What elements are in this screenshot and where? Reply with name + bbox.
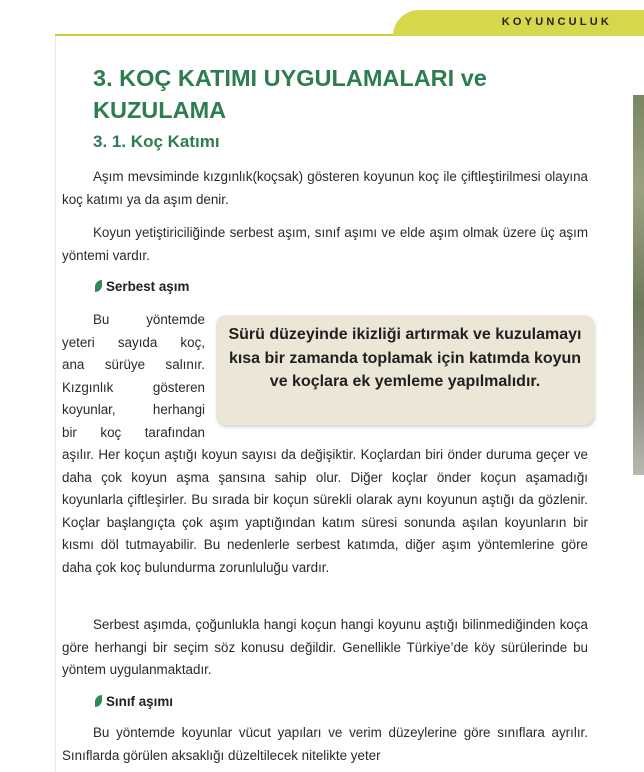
facing-page-photo-edge — [633, 95, 644, 475]
paragraph-2: Koyun yetiştiriciliğinde serbest aşım, sınıf aşımı ve elde aşım olmak üzere üç aşım yöntemi vardır. — [62, 225, 588, 263]
leaf-bullet-icon — [95, 695, 102, 707]
paragraph-4: Serbest aşımda, çoğunlukla hangi koçun hangi koyunu aştığı bilinmediğinden koça göre herhangi bir seçim söz konusu değildir. Genellikle Türkiye’de köy sürülerinde bu yöntem uygulanmaktadır. — [62, 617, 588, 677]
paragraph-3-narrow — [62, 309, 205, 444]
paragraph-5: Bu yöntemde koyunlar vücut yapıları ve verim düzeylerine göre sınıflara ayrılır. Sınıflarda görülen aksaklığı düzeltilecek nitelikte yeter — [62, 725, 588, 763]
info-callout-box — [216, 315, 594, 425]
header-tab — [393, 10, 644, 36]
narrow-line: koyunlar, herhangi — [62, 402, 205, 417]
narrow-line: yeteri sayıda koç, — [62, 334, 205, 350]
subheading-sinif-label: Sınıf aşımı — [106, 694, 173, 709]
running-header — [0, 10, 644, 36]
narrow-line: Bu yöntemde — [93, 312, 205, 327]
section-title: 3. 1. Koç Katımı — [93, 132, 220, 151]
chapter-title: 3. KOÇ KATIMI UYGULAMALARI ve KUZULAMA — [93, 65, 487, 123]
leaf-bullet-icon — [95, 280, 102, 292]
header-section-label: KOYUNCULUK — [501, 16, 612, 28]
narrow-line: ana sürüye salınır. — [62, 357, 205, 372]
paragraph-1: Aşım mevsiminde kızgınlık(koçsak) gösteren koyunun koç ile çiftleştirilmesi olayına koç katımı ya da aşım denir. — [62, 169, 588, 207]
narrow-line: bir koç tarafından — [62, 424, 205, 440]
paragraph-3-continued: aşılır. Her koçun aştığı koyun sayısı da değişiktir. Koçlardan biri önder duruma geçer ve daha çok koyun aşma şansına sahip olur. Diğer koçlar önder koçun aşamadığı koyunlarla çiftleşirler. Bu sırada bir koçun sürekli olarak aynı koyunun aştığı da gözlenir. Koçlar başlangıçta çok aşım yaptığından katım süresi sonunda aşılan koyunların bir kısmı döl tutmayabilir. Bu nedenlerle serbest katımda, diğer aşım yöntemlerine göre daha çok koç bulundurma zorunluluğu vardır. — [62, 447, 588, 575]
callout-text: Sürü düzeyinde ikizliği artırmak ve kuzulamayı kısa bir zamanda toplamak için katımda koyun ve koçlara ek yemleme yapılmalıdır. — [228, 326, 582, 390]
page-margin-line — [55, 36, 56, 772]
subheading-serbest-label: Serbest aşım — [106, 279, 190, 294]
subheading-sinif-asimi — [95, 694, 173, 709]
narrow-line: Kızgınlık gösteren — [62, 379, 205, 395]
subheading-serbest-asim — [95, 279, 189, 294]
